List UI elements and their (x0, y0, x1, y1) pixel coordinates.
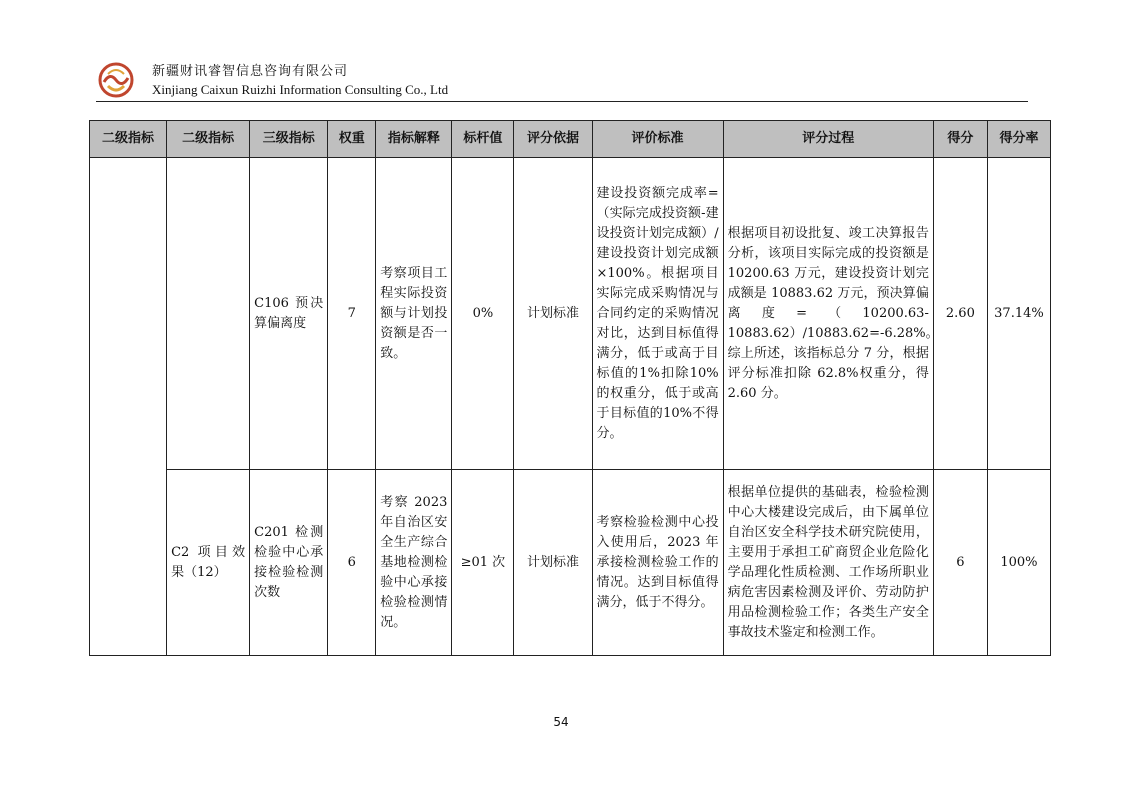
score-cell: 2.60 (933, 158, 987, 470)
rate-cell: 37.14% (987, 158, 1050, 470)
basis-cell: 计划标准 (514, 470, 592, 656)
header-cell: 评分过程 (723, 121, 933, 158)
process-cell: 根据单位提供的基础表，检验检测中心大楼建设完成后，由下属单位自治区安全科学技术研究院使用，主要用于承担工矿商贸企业危险化学品理化性质检测、工作场所职业病危害因素检测及评价、劳动防护用品检测检验工作；各类生产安全事故技术鉴定和检测工作。 (723, 470, 933, 656)
weight-cell: 6 (328, 470, 376, 656)
header-cell: 评价标准 (592, 121, 723, 158)
header-cell: 得分率 (987, 121, 1050, 158)
company-name-en: Xinjiang Caixun Ruizhi Information Consulting Co., Ltd (152, 82, 449, 97)
rate-cell: 100% (987, 470, 1050, 656)
process-cell: 根据项目初设批复、竣工决算报告分析，该项目实际完成的投资额是 10200.63 万元，建设投资计划完成额是 10883.62 万元，预决算偏离度=（10200.63-10883.62）/10883.62=-6.28%。 综上所述，该指标总分 7 分，根据评分标准扣除 62.8%权重分，得 2.60 分。 (723, 158, 933, 470)
header-cell: 权重 (328, 121, 376, 158)
evaluation-table (89, 120, 1051, 656)
page-number: 54 (553, 715, 569, 729)
basis-cell: 计划标准 (514, 158, 592, 470)
benchmark-cell: 0% (452, 158, 514, 470)
level2-indicator-cell: C2 项目效果（12） (167, 470, 250, 656)
page-header (96, 54, 1028, 102)
standard-cell: 建设投资额完成率=（实际完成投资额-建设投资计划完成额）/建设投资计划完成额×100%。根据项目实际完成采购情况与合同约定的采购情况对比，达到目标值得满分，低于或高于目标值的1%扣除10%的权重分，低于或高于目标值的10%不得分。 (592, 158, 723, 470)
level3-indicator-cell: C106 预决算偏离度 (250, 158, 328, 470)
table-header-row (90, 121, 1051, 158)
level2-indicator-cell (167, 158, 250, 470)
explanation-cell: 考察项目工程实际投资额与计划投资额是否一致。 (376, 158, 452, 470)
header-cell: 二级指标 (167, 121, 250, 158)
header-cell: 三级指标 (250, 121, 328, 158)
header-divider (96, 101, 1028, 102)
header-cell: 二级指标 (90, 121, 167, 158)
explanation-cell: 考察 2023 年自治区安全生产综合基地检测检验中心承接检验检测情况。 (376, 470, 452, 656)
header-cell: 标杆值 (452, 121, 514, 158)
score-cell: 6 (933, 470, 987, 656)
level3-indicator-cell: C201 检测检验中心承接检验检测次数 (250, 470, 328, 656)
standard-cell: 考察检验检测中心投入使用后，2023 年承接检测检验工作的情况。达到目标值得满分，低于不得分。 (592, 470, 723, 656)
company-name-cn: 新疆财讯睿智信息咨询有限公司 (152, 64, 349, 79)
table-row (90, 470, 1051, 656)
table-row (90, 158, 1051, 470)
benchmark-cell: ≥01 次 (452, 470, 514, 656)
company-logo-icon (96, 60, 136, 100)
header-cell: 得分 (933, 121, 987, 158)
level1-indicator-cell (90, 158, 167, 656)
header-cell: 指标解释 (376, 121, 452, 158)
header-cell: 评分依据 (514, 121, 592, 158)
weight-cell: 7 (328, 158, 376, 470)
